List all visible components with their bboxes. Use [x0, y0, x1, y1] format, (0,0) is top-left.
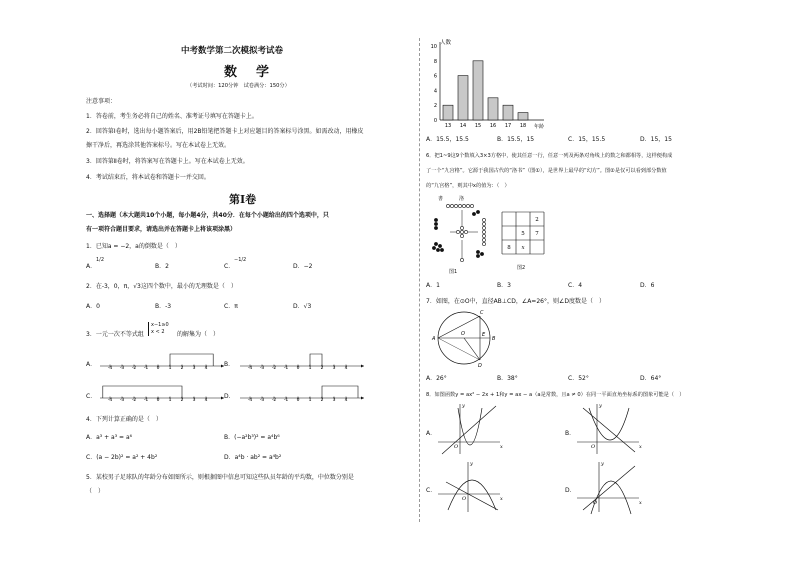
notes-heading: 注意事项： — [86, 98, 117, 105]
chart-ylabel: 人数 — [440, 40, 452, 46]
y-tick-label: 10 — [430, 44, 437, 50]
q1-option-b: B．2 — [155, 263, 169, 270]
grid-cell-value: x — [521, 245, 525, 251]
tick-label: -3 — [259, 398, 265, 403]
origin-label: O — [462, 496, 467, 502]
tick-label: -2 — [131, 366, 137, 371]
tick-label: -4 — [107, 366, 113, 371]
q2-option-a: A．0 — [86, 303, 100, 310]
tick-label: 3 — [192, 398, 196, 403]
q2-option-d: D．√3 — [293, 303, 312, 310]
tick-label: 0 — [156, 366, 160, 371]
tick-label: 4 — [344, 398, 348, 403]
nine-square-grid — [502, 212, 547, 257]
x-tick-label: 17 — [504, 123, 512, 129]
y-axis-label: y — [599, 403, 602, 409]
tick-label: -4 — [247, 398, 253, 403]
q8-label-b: B． — [565, 430, 576, 437]
tick-label: 4 — [204, 366, 208, 371]
q2-stem: 2．在-3，0，π，√3这四个数中，最小的无理数是（ ） — [86, 283, 237, 290]
note-item: 1．答卷前，考生务必将自己的姓名、准考证号填写在答题卡上。 — [86, 113, 258, 120]
q3-label-c: C． — [86, 393, 97, 400]
tick-label: -4 — [107, 398, 113, 403]
bar — [503, 105, 513, 120]
tick-label: -1 — [143, 398, 149, 403]
q7-option-a: A．26° — [426, 375, 447, 382]
section-instruction: 一、选择题（本大题共10个小题，每小题4分，共40分．在每个小题给出的四个选项中，只 — [86, 212, 329, 219]
tick-label: 3 — [332, 398, 336, 403]
q6-option-a: A．1 — [426, 282, 440, 289]
number-line-b — [240, 348, 370, 378]
q4-option-b: B．(−a²b³)² = a⁴b⁶ — [224, 434, 280, 441]
bar — [518, 113, 528, 120]
q5-option-d: D．15，15 — [640, 136, 672, 143]
tick-label: -2 — [131, 398, 137, 403]
tick-label: 1 — [308, 398, 312, 403]
number-line-d — [240, 380, 385, 410]
tick-label: -1 — [283, 398, 289, 403]
tick-label: -4 — [247, 366, 253, 371]
q1-option-c: C． — [224, 263, 235, 270]
line-graph — [442, 406, 496, 454]
exam-title: 中考数学第二次模拟考试卷 — [181, 46, 284, 56]
chart-xlabel: 年龄 — [534, 124, 545, 130]
q3-label-b: B． — [224, 361, 235, 368]
fig1-label: 图1 — [449, 269, 458, 275]
circle-figure — [428, 308, 498, 368]
q4-option-c: C．(a − 2b)² = a² + 4b² — [86, 454, 158, 461]
origin-label: O — [593, 500, 598, 506]
q3-system: x−1≥0 x < 2 — [148, 322, 169, 336]
tick-label: -1 — [143, 366, 149, 371]
q6-stem-cont: 了一个“九宫格”。它源于我国古代的“洛书”（图①），是世界上最早的“幻方”。图②是仅可以看到部分数值 — [426, 168, 667, 174]
q3-stem-end: 的解集为（ ） — [177, 331, 220, 338]
solution-bracket — [103, 386, 182, 398]
y-tick-label: 2 — [433, 103, 437, 110]
section-instruction: 有一项符合题目要求，请选出并在答题卡上将该项涂黑） — [86, 226, 237, 233]
x-axis-label: x — [500, 444, 503, 450]
x-axis-label: x — [639, 500, 642, 506]
luoshu-figure — [428, 200, 492, 268]
svg-text:D: D — [478, 363, 482, 369]
y-axis-label: y — [470, 461, 473, 467]
q5-option-c: C．15，15.5 — [568, 136, 606, 143]
grid-cell-value: 7 — [535, 231, 539, 237]
q5-stem: 5．某校男子足球队的年龄分布如图所示，则根据图中信息可知这些队员年龄的平均数，中位数分别是 — [86, 474, 354, 481]
tick-label: 3 — [192, 366, 196, 371]
graph-c — [438, 460, 504, 516]
x-axis-label: x — [639, 444, 642, 450]
y-tick-label: 8 — [433, 58, 437, 65]
q3-label-d: D． — [224, 393, 235, 400]
q2-option-c: C．π — [224, 303, 238, 310]
q5-stem-cont: （ ） — [86, 488, 105, 495]
q8-stem: 8．如图函数y = ax² − 2x + 1和y = ax − a（a是常数，且a ≠ 0）在同一平面直角坐标系的图象可能是（ ） — [426, 392, 685, 398]
q1-option-a: A． — [86, 263, 97, 270]
tick-label: 2 — [320, 398, 324, 403]
tick-label: 4 — [344, 366, 348, 371]
y-axis-label: y — [601, 461, 604, 467]
tick-label: 2 — [180, 366, 184, 371]
tick-label: 1 — [308, 366, 312, 371]
fig2-label: 图2 — [517, 265, 526, 271]
parabola — [448, 480, 496, 510]
q1-frac-a: 1/2 — [96, 257, 105, 263]
tick-label: -3 — [259, 366, 265, 371]
y-tick-label: 4 — [433, 88, 437, 95]
tick-label: 0 — [296, 398, 300, 403]
x-tick-label: 15 — [474, 123, 482, 129]
q8-label-c: C． — [426, 487, 437, 494]
subject-title: 数 学 — [224, 65, 273, 80]
tick-label: -1 — [283, 366, 289, 371]
origin-label: O — [454, 444, 459, 450]
q8-label-a: A． — [426, 430, 437, 437]
x-tick-label: 16 — [489, 123, 497, 129]
bar — [473, 61, 483, 120]
parabola — [589, 408, 629, 440]
q4-option-a: A．a³ + a³ = a⁶ — [86, 434, 133, 441]
note-item: 4．考试结束后，将本试卷和答题卡一并交回。 — [86, 174, 210, 181]
tick-label: 2 — [180, 398, 184, 403]
section-title: 第Ⅰ卷 — [229, 193, 257, 206]
number-line-a — [100, 348, 230, 378]
q1-option-d: D．−2 — [293, 263, 313, 270]
q6-option-c: C．4 — [568, 282, 583, 289]
y-tick-label: 6 — [433, 73, 437, 80]
luoshu-title: 書 洛 — [438, 196, 467, 202]
axis-arrow — [361, 365, 364, 368]
tick-label: 2 — [320, 366, 324, 371]
q7-option-c: C．52° — [568, 375, 589, 382]
tick-label: -3 — [119, 366, 125, 371]
graph-d — [577, 460, 643, 516]
x-tick-label: 13 — [444, 123, 452, 129]
age-bar-chart — [428, 36, 558, 132]
note-item: 3．回答第Ⅱ卷时，将答案写在答题卡上。写在本试卷上无效。 — [86, 158, 249, 165]
tick-label: 0 — [296, 366, 300, 371]
tick-label: 1 — [168, 366, 172, 371]
q7-stem: 7．如图，在⊙O中，直径AB⊥CD，∠A=26°，则∠D度数是（ ） — [426, 298, 605, 305]
solution-bracket — [170, 354, 213, 366]
q4-option-d: D．a⁴b · ab² = a⁴b² — [224, 454, 282, 461]
svg-text:B: B — [492, 336, 496, 342]
column-divider — [419, 38, 420, 522]
x-tick-label: 18 — [519, 123, 527, 129]
tick-label: -2 — [271, 398, 277, 403]
q7-option-d: D．64° — [640, 375, 662, 382]
axis-arrow — [221, 397, 224, 400]
grid-cell-value: 2 — [535, 217, 539, 223]
grid-cell-value: 5 — [521, 231, 525, 237]
q6-stem-cont: 的“九宫格”，则其中x的值为：（ ） — [426, 183, 510, 189]
y-tick-label: 0 — [433, 118, 437, 124]
parabola — [458, 408, 482, 445]
x-axis-label: x — [500, 496, 503, 502]
number-line-c — [100, 380, 230, 410]
svg-text:C: C — [480, 310, 484, 316]
tick-label: -2 — [271, 366, 277, 371]
axis-arrow — [361, 397, 364, 400]
q1-stem: 1．已知a = −2，a的倒数是（ ） — [86, 243, 181, 250]
graph-b — [577, 402, 643, 456]
graph-a — [438, 402, 504, 456]
note-item: 2．回答第Ⅰ卷时，选出每小题答案后，用2B铅笔把答题卡上对应题目的答案标号涂黑。如需改动，用橡皮 — [86, 128, 364, 135]
tick-label: 4 — [204, 398, 208, 403]
origin-label: O — [591, 444, 596, 450]
q8-label-d: D． — [565, 487, 576, 494]
q1-frac-c: −1/2 — [234, 257, 247, 263]
q3-label-a: A． — [86, 361, 97, 368]
axis-arrow — [221, 365, 224, 368]
tick-label: 1 — [168, 398, 172, 403]
q7-option-b: B．38° — [497, 375, 518, 382]
line-graph — [446, 482, 498, 510]
q6-option-b: B．3 — [497, 282, 511, 289]
tick-label: 3 — [332, 366, 336, 371]
svg-text:O: O — [461, 331, 465, 337]
q6-stem: 6．把1~9这9个数填入3×3方格中，使其任意一行，任意一列及两条对角线上的数之和都相等，这样便构成 — [426, 153, 673, 159]
q3-stem: 3．一元一次不等式组 — [86, 331, 144, 338]
svg-text:E: E — [482, 332, 486, 338]
solution-bracket — [322, 386, 358, 398]
exam-info: （考试时间：120分钟 试卷满分：150分） — [187, 83, 290, 89]
x-tick-label: 14 — [459, 123, 467, 129]
tick-label: 0 — [156, 398, 160, 403]
q6-option-d: D．6 — [640, 282, 655, 289]
grid-cell-value: 8 — [507, 245, 511, 251]
note-item: 擦干净后，再选涂其他答案标号。写在本试卷上无效。 — [86, 142, 231, 149]
bar — [488, 98, 498, 120]
svg-text:A: A — [432, 336, 436, 342]
bar — [443, 105, 453, 120]
q2-option-b: B．-3 — [155, 303, 172, 310]
solution-bracket — [310, 354, 322, 366]
q5-option-a: A．15.5，15.5 — [426, 136, 469, 143]
bar — [458, 76, 468, 120]
tick-label: -3 — [119, 398, 125, 403]
y-axis-label: y — [462, 403, 465, 409]
q5-option-b: B．15.5，15 — [497, 136, 535, 143]
q4-stem: 4．下列计算正确的是（ ） — [86, 416, 162, 423]
